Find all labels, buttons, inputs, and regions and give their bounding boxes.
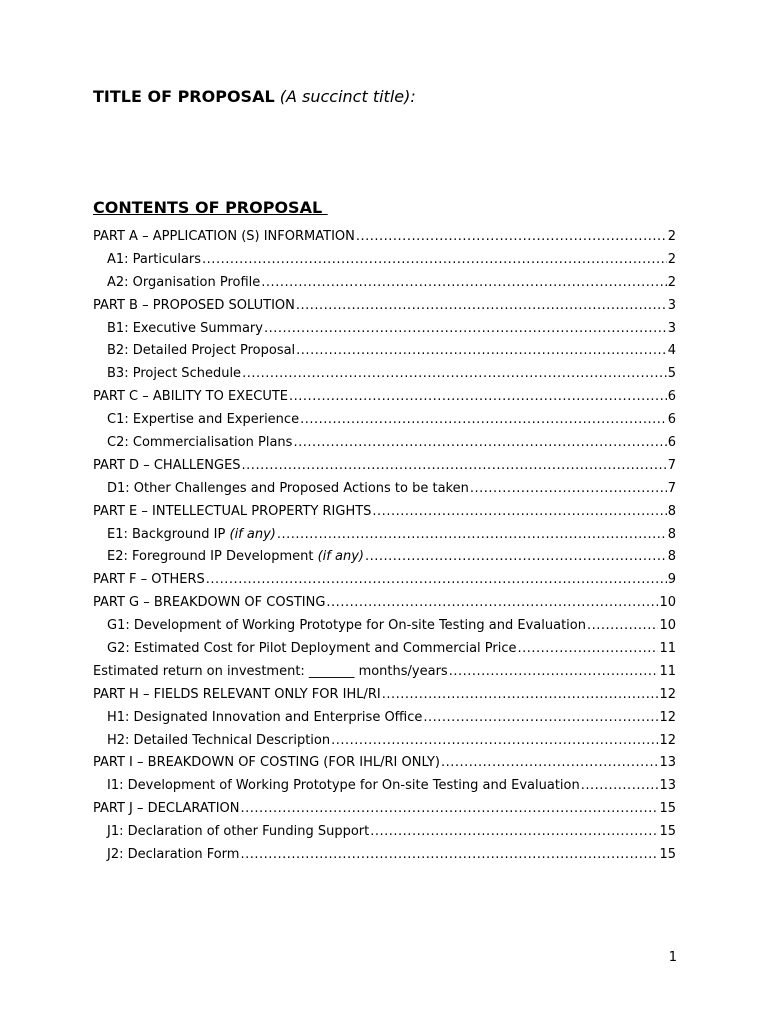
toc-page-number: 12 — [659, 709, 676, 725]
toc-entry-text: E2: Foreground IP Development (if any) — [107, 549, 364, 565]
toc-dot-leader — [365, 547, 667, 567]
toc-subentry[interactable] — [93, 845, 676, 868]
toc-page-number: 7 — [667, 457, 676, 473]
toc-page-number: 8 — [667, 526, 676, 542]
toc-entry-text: C2: Commercialisation Plans — [107, 435, 293, 451]
toc-subentry[interactable] — [93, 433, 676, 456]
toc-entry-text: G2: Estimated Cost for Pilot Deployment and Commercial Price — [107, 641, 517, 657]
toc-entry-text: PART B – PROPOSED SOLUTION — [93, 297, 295, 313]
toc-entry-text: H1: Designated Innovation and Enterprise Office — [107, 709, 423, 725]
toc-page-number: 13 — [659, 755, 676, 771]
toc-dot-leader — [300, 410, 667, 430]
toc-subentry[interactable] — [93, 319, 676, 342]
toc-entry[interactable] — [93, 570, 676, 593]
toc-dot-leader — [356, 227, 667, 247]
toc-page-number: 5 — [667, 366, 676, 382]
toc-subentry[interactable] — [93, 616, 676, 639]
toc-subentry[interactable] — [93, 410, 676, 433]
toc-dot-leader — [370, 822, 658, 842]
toc-page-number: 15 — [659, 847, 676, 863]
toc-page-number: 15 — [659, 801, 676, 817]
toc-dot-leader — [240, 845, 658, 865]
toc-dot-leader — [293, 433, 666, 453]
toc-dot-leader — [206, 570, 667, 590]
toc-dot-leader — [296, 296, 667, 316]
toc-subentry[interactable] — [93, 273, 676, 296]
toc-page-number: 2 — [667, 274, 676, 290]
toc-entry-text: PART G – BREAKDOWN OF COSTING — [93, 595, 326, 611]
toc-entry-text: PART C – ABILITY TO EXECUTE — [93, 389, 289, 405]
toc-dot-leader — [326, 593, 658, 613]
toc-entry-text: E1: Background IP (if any) — [107, 526, 276, 542]
toc-dot-leader — [382, 685, 659, 705]
toc-entry-text: Estimated return on investment: _______ months/years — [93, 663, 448, 679]
toc-entry-text: PART H – FIELDS RELEVANT ONLY FOR IHL/RI — [93, 686, 381, 702]
toc-entry-text: I1: Development of Working Prototype for On-site Testing and Evaluation — [107, 778, 580, 794]
toc-entry-text: B3: Project Schedule — [107, 366, 242, 382]
toc-entry[interactable] — [93, 753, 676, 776]
page-number: 1 — [668, 950, 677, 965]
proposal-title — [93, 86, 416, 108]
toc-dot-leader — [518, 639, 659, 659]
toc-entry[interactable] — [93, 662, 676, 685]
toc-entry[interactable] — [93, 227, 676, 250]
toc-page-number: 13 — [659, 778, 676, 794]
toc-entry[interactable] — [93, 799, 676, 822]
toc-entry[interactable] — [93, 296, 676, 319]
toc-entry[interactable] — [93, 593, 676, 616]
proposal-title-hint: (A succinct title): — [279, 87, 416, 106]
toc-subentry[interactable] — [93, 731, 676, 754]
toc-page-number: 6 — [667, 389, 676, 405]
toc-entry-text: D1: Other Challenges and Proposed Actions to be taken — [107, 480, 469, 496]
toc-page-number: 11 — [659, 641, 676, 657]
toc-page-number: 2 — [667, 251, 676, 267]
toc-entry-text: PART I – BREAKDOWN OF COSTING (FOR IHL/RI ONLY) — [93, 755, 440, 771]
toc-entry-text: PART J – DECLARATION — [93, 801, 240, 817]
toc-page-number: 7 — [667, 480, 676, 496]
toc-subentry[interactable] — [93, 776, 676, 799]
toc-subentry[interactable] — [93, 822, 676, 845]
contents-heading: CONTENTS OF PROPOSAL — [93, 198, 328, 217]
toc-entry-text: PART A – APPLICATION (S) INFORMATION — [93, 229, 355, 244]
toc-subentry[interactable] — [93, 479, 676, 502]
toc-page-number: 15 — [659, 824, 676, 840]
toc-subentry[interactable] — [93, 364, 676, 387]
toc-entry[interactable] — [93, 456, 676, 479]
toc-subentry[interactable] — [93, 250, 676, 273]
toc-dot-leader — [202, 250, 667, 270]
toc-page-number: 6 — [667, 435, 676, 451]
toc-entry[interactable] — [93, 502, 676, 525]
toc-dot-leader — [241, 799, 659, 819]
toc-entry-text: PART F – OTHERS — [93, 572, 205, 588]
toc-entry-text: PART D – CHALLENGES — [93, 457, 241, 473]
toc-dot-leader — [449, 662, 659, 682]
toc-subentry[interactable] — [93, 525, 676, 548]
toc-subentry[interactable] — [93, 547, 676, 570]
toc-dot-leader — [470, 479, 667, 499]
toc-dot-leader — [277, 525, 667, 545]
toc-entry-text: A2: Organisation Profile — [107, 274, 261, 290]
toc-dot-leader — [289, 387, 667, 407]
toc-entry-text: J2: Declaration Form — [107, 847, 240, 863]
toc-dot-leader — [423, 708, 658, 728]
toc-entry[interactable] — [93, 685, 676, 708]
toc-page-number: 3 — [667, 297, 676, 313]
toc-dot-leader — [242, 364, 667, 384]
toc-entry-text: J1: Declaration of other Funding Support — [107, 824, 370, 840]
toc-entry-text: B1: Executive Summary — [107, 320, 263, 336]
toc-page-number: 2 — [667, 229, 676, 244]
toc-page-number: 4 — [667, 343, 676, 359]
toc-subentry[interactable] — [93, 639, 676, 662]
toc-entry-text: PART E – INTELLECTUAL PROPERTY RIGHTS — [93, 503, 372, 519]
toc-entry-text: C1: Expertise and Experience — [107, 412, 300, 428]
toc-page-number: 12 — [659, 686, 676, 702]
toc-entry-text: A1: Particulars — [107, 251, 202, 267]
toc-entry-text: H2: Detailed Technical Description — [107, 732, 331, 748]
toc-dot-leader — [372, 502, 666, 522]
toc-page-number: 10 — [659, 595, 676, 611]
table-of-contents — [93, 227, 676, 868]
toc-page-number: 11 — [659, 663, 676, 679]
toc-entry-text: B2: Detailed Project Proposal — [107, 343, 296, 359]
toc-page-number: 8 — [667, 503, 676, 519]
toc-dot-leader — [296, 341, 667, 361]
toc-dot-leader — [264, 319, 667, 339]
toc-page-number: 9 — [667, 572, 676, 588]
toc-subentry[interactable] — [93, 341, 676, 364]
toc-dot-leader — [261, 273, 666, 293]
toc-dot-leader — [441, 753, 658, 773]
toc-entry[interactable] — [93, 387, 676, 410]
toc-dot-leader — [587, 616, 658, 636]
toc-dot-leader — [331, 731, 658, 751]
toc-entry-text: G1: Development of Working Prototype for On-site Testing and Evaluation — [107, 618, 586, 634]
toc-dot-leader — [581, 776, 659, 796]
toc-page-number: 6 — [667, 412, 676, 428]
toc-dot-leader — [242, 456, 667, 476]
toc-subentry[interactable] — [93, 708, 676, 731]
proposal-title-label: TITLE OF PROPOSAL — [93, 87, 275, 106]
toc-page-number: 10 — [659, 618, 676, 634]
toc-page-number: 3 — [667, 320, 676, 336]
toc-page-number: 12 — [659, 732, 676, 748]
toc-page-number: 8 — [667, 549, 676, 565]
